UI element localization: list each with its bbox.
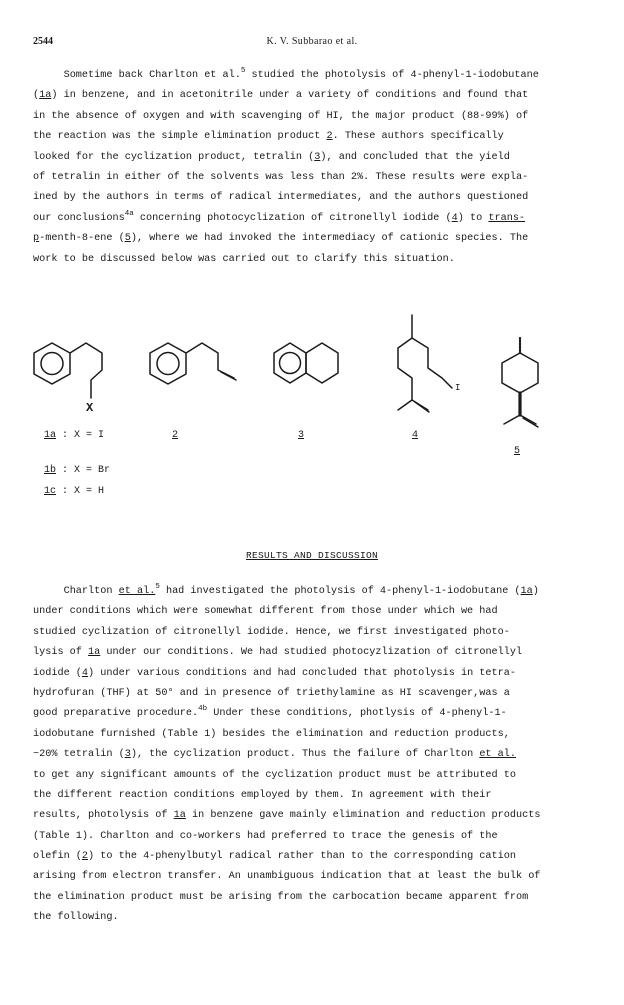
text-line: studied cyclization of citronellyl iodide. Hence, we first investigated photo- xyxy=(33,626,510,638)
text-line: results, photolysis of 1a in benzene gave mainly elimination and reduction products xyxy=(33,810,541,822)
text-line: good preparative procedure.$^{4b}$ Under these conditions, photlysis of 4-phenyl-1- xyxy=(33,705,507,720)
running-head: K. V. Subbarao et al. xyxy=(266,36,358,47)
structure-5 xyxy=(502,338,538,427)
structure-3 xyxy=(274,343,338,383)
atom-i-label: I xyxy=(455,383,461,393)
text-line: the reaction was the simple elimination product 2. These authors specifically xyxy=(33,131,504,143)
text-line: p-menth-8-ene (5), where we had invoked the intermediacy of cationic species. The xyxy=(33,233,529,245)
text-line: iodide (4) under various conditions and had concluded that photolysis in tetra- xyxy=(33,667,516,679)
page-number: 2544 xyxy=(33,36,53,47)
text-line: under conditions which were somewhat different from those under which we had xyxy=(33,606,498,618)
text-line: in the absence of oxygen and with scavenging of HI, the major product (88-99%) of xyxy=(33,110,529,122)
text-line: arising from electron transfer. An unambiguous indication that at least the bulk of xyxy=(33,871,541,883)
text-line: hydrofuran (THF) at 50° and in presence of triethylamine as HI scavenger,was a xyxy=(33,687,510,699)
text-line: our conclusions$^{4a}$ concerning photocyclization of citronellyl iodide (4) to trans- xyxy=(33,209,526,224)
text-line: ~20% tetralin (3), the cyclization product. Thus the failure of Charlton et al. xyxy=(33,749,516,761)
structure-2 xyxy=(150,343,236,384)
label-2: 2 xyxy=(172,430,179,441)
label-1b: 1b : X = Br xyxy=(44,465,111,476)
text-line: the following. xyxy=(33,912,119,924)
text-line: iodobutane furnished (Table 1) besides the elimination and reduction products, xyxy=(33,728,510,740)
text-line: to get any significant amounts of the cyclization product must be attributed to xyxy=(33,769,516,781)
text-line: (1a) in benzene, and in acetonitrile under a variety of conditions and found that xyxy=(33,90,529,102)
text-line: lysis of 1a under our conditions. We had studied photocyzlization of citronellyl xyxy=(33,647,523,659)
text-line: (Table 1). Charlton and co-workers had preferred to trace the genesis of the xyxy=(33,830,498,842)
label-1a: 1a : X = I xyxy=(44,430,105,441)
label-5: 5 xyxy=(514,446,521,457)
text-line: looked for the cyclization product, tetralin (3), and concluded that the yield xyxy=(33,151,510,163)
text-line: Sometime back Charlton et al.$^5$ studied the photolysis of 4-phenyl-1-iodobutane xyxy=(63,67,539,81)
text-line: work to be discussed below was carried out to clarify this situation. xyxy=(33,253,455,265)
structure-1 xyxy=(34,343,102,415)
results-paragraph xyxy=(33,582,593,929)
label-1c: 1c : X = H xyxy=(44,486,105,497)
atom-x-label: X xyxy=(86,401,94,415)
structure-4 xyxy=(398,315,452,412)
text-line: ined by the authors in terms of radical intermediates, and the authors questioned xyxy=(33,192,529,204)
text-line: of tetralin in either of the solvents was less than 2%. These results were expla- xyxy=(33,171,529,183)
text-line: the different reaction conditions employed by them. In agreement with their xyxy=(33,789,492,801)
section-heading: RESULTS AND DISCUSSION xyxy=(245,550,379,561)
text-line: Charlton et al.$^5$ had investigated the photolysis of 4-phenyl-1-iodobutane (1a) xyxy=(63,583,539,597)
label-3: 3 xyxy=(298,430,305,441)
label-4: 4 xyxy=(412,430,419,441)
intro-paragraph xyxy=(33,66,593,270)
text-line: the elimination product must be arising from the carbocation became apparent from xyxy=(33,891,529,903)
text-line: olefin (2) to the 4-phenylbutyl radical rather than to the corresponding cation xyxy=(33,851,516,863)
chemical-structures-figure xyxy=(0,300,624,490)
